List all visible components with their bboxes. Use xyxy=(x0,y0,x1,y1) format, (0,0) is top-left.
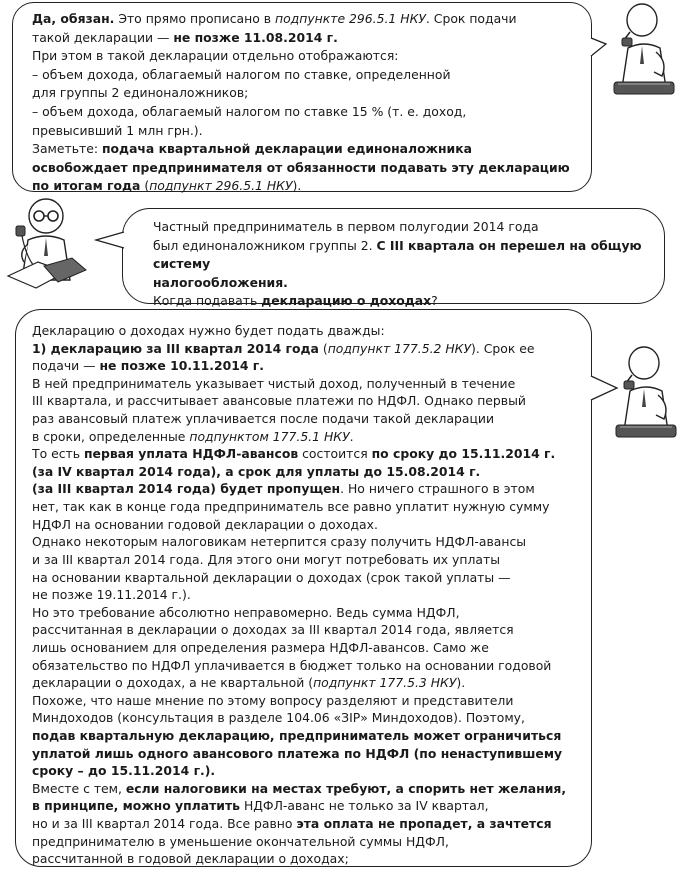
text-line: Когда подавать декларацию о доходах? xyxy=(153,293,438,309)
text-line: нет, так как в конце года предприниматель все равно уплатит нужную сумму xyxy=(32,499,550,515)
text-line: для группы 2 единоналожников; xyxy=(32,85,249,101)
answer-bubble-1 xyxy=(12,2,592,192)
expert-figure-icon xyxy=(612,345,682,445)
text-line: – объем дохода, облагаемый налогом по ставке 15 % (т. е. доход, xyxy=(32,104,467,120)
text-line: (за IV квартал 2014 года), а срок для уплаты до 15.08.2014 г. xyxy=(32,463,481,479)
answer-bubble-2 xyxy=(15,309,592,867)
text-line: рассчитанной в годовой декларации о доходах; xyxy=(32,851,349,867)
text-line: декларации о доходах, а не квартальной (подпункт 177.5.3 НКУ). xyxy=(32,675,466,691)
text-line: такой декларации — не позже 11.08.2014 г. xyxy=(32,29,338,45)
text-line: превысивший 1 млн грн.). xyxy=(32,122,203,138)
text-line: рассчитанная в декларации о доходах за III квартал 2014 года, является xyxy=(32,622,514,638)
text-line: То есть первая уплата НДФЛ-авансов состоится по сроку до 15.11.2014 г. xyxy=(32,446,556,462)
text-line: подав квартальную декларацию, предприниматель может ограничиться xyxy=(32,728,562,744)
text-line: на основании квартальной декларации о доходах (срок такой уплаты — xyxy=(32,569,511,585)
text-line: налогообложения. xyxy=(153,274,288,290)
text-line: предпринимателю в уменьшение окончательной суммы НДФЛ, xyxy=(32,833,449,849)
text-line: в сроки, определенные подпунктом 177.5.1 НКУ. xyxy=(32,428,354,444)
text-line: III квартала, и рассчитывает авансовые платежи по НДФЛ. Однако первый xyxy=(32,393,526,409)
bubble-tail-1 xyxy=(560,30,610,70)
text-line: Частный предприниматель в первом полугодии 2014 года xyxy=(153,219,539,234)
text-line: Миндоходов (консультация в разделе 104.06 «ЗІР» Миндоходов). Поэтому, xyxy=(32,710,525,726)
text-line: но и за III квартал 2014 года. Все равно эта оплата не пропадет, а зачтется xyxy=(32,816,552,832)
text-line: Декларацию о доходах нужно будет подать дважды: xyxy=(32,323,385,338)
text-line: освобождает предпринимателя от обязанности подавать эту декларацию xyxy=(32,159,570,175)
text-line: Похоже, что наше мнение по этому вопросу разделяют и представители xyxy=(32,692,514,708)
text-line: сроку – до 15.11.2014 г.). xyxy=(32,763,216,779)
text-line: обязательство по НДФЛ уплачивается в бюджет только на основании годовой xyxy=(32,657,552,673)
text-line: НДФЛ на основании годовой декларации о доходах. xyxy=(32,516,378,532)
text-line: (за III квартал 2014 года) будет пропущен. Но ничего страшного в этом xyxy=(32,481,535,497)
text-line: по итогам года (подпункт 296.5.1 НКУ). xyxy=(32,178,302,194)
text-line: Заметьте: подача квартальной декларации единоналожника xyxy=(32,141,472,157)
text-line: При этом в такой декларации отдельно отображаются: xyxy=(32,48,399,64)
expert-figure-icon xyxy=(610,2,680,102)
text-line: уплатой лишь одного авансового платежа по НДФЛ (по ненаступившему xyxy=(32,745,563,761)
text-line: 1) декларацию за III квартал 2014 года (подпункт 177.5.2 НКУ). Срок ее xyxy=(32,340,535,356)
text-line: В ней предприниматель указывает чистый доход, полученный в течение xyxy=(32,375,516,391)
question-bubble xyxy=(122,208,665,309)
text-line: – объем дохода, облагаемый налогом по ставке, определенной xyxy=(32,66,451,82)
text-line: Вместе с тем, если налоговики на местах требуют, а спорить нет желания, xyxy=(32,780,567,796)
text-line: Да, обязан. Это прямо прописано в подпункте 296.5.1 НКУ. Срок подачи xyxy=(32,11,517,26)
text-line: раз авансовый платеж уплачивается после подачи такой декларации xyxy=(32,411,495,427)
text-line: подачи — не позже 10.11.2014 г. xyxy=(32,358,264,374)
text-line: Однако некоторым налоговикам нетерпится сразу получить НДФЛ-авансы xyxy=(32,534,527,550)
bubble-tail-2 xyxy=(92,230,128,260)
text-line: Но это требование абсолютно неправомерно. Ведь сумма НДФЛ, xyxy=(32,604,460,620)
text-line: не позже 19.11.2014 г.). xyxy=(32,587,191,603)
text-line: был единоналожником группы 2. С III квартала он перешел на общую систему xyxy=(153,237,642,272)
text-line: и за III квартал 2014 года. Для этого они могут потребовать их уплаты xyxy=(32,551,500,567)
text-line: в принципе, можно уплатить НДФЛ-аванс не только за IV квартал, xyxy=(32,798,489,814)
text-line: лишь основанием для определения размера НДФЛ-авансов. Само же xyxy=(32,639,489,655)
client-figure-icon xyxy=(4,196,89,296)
